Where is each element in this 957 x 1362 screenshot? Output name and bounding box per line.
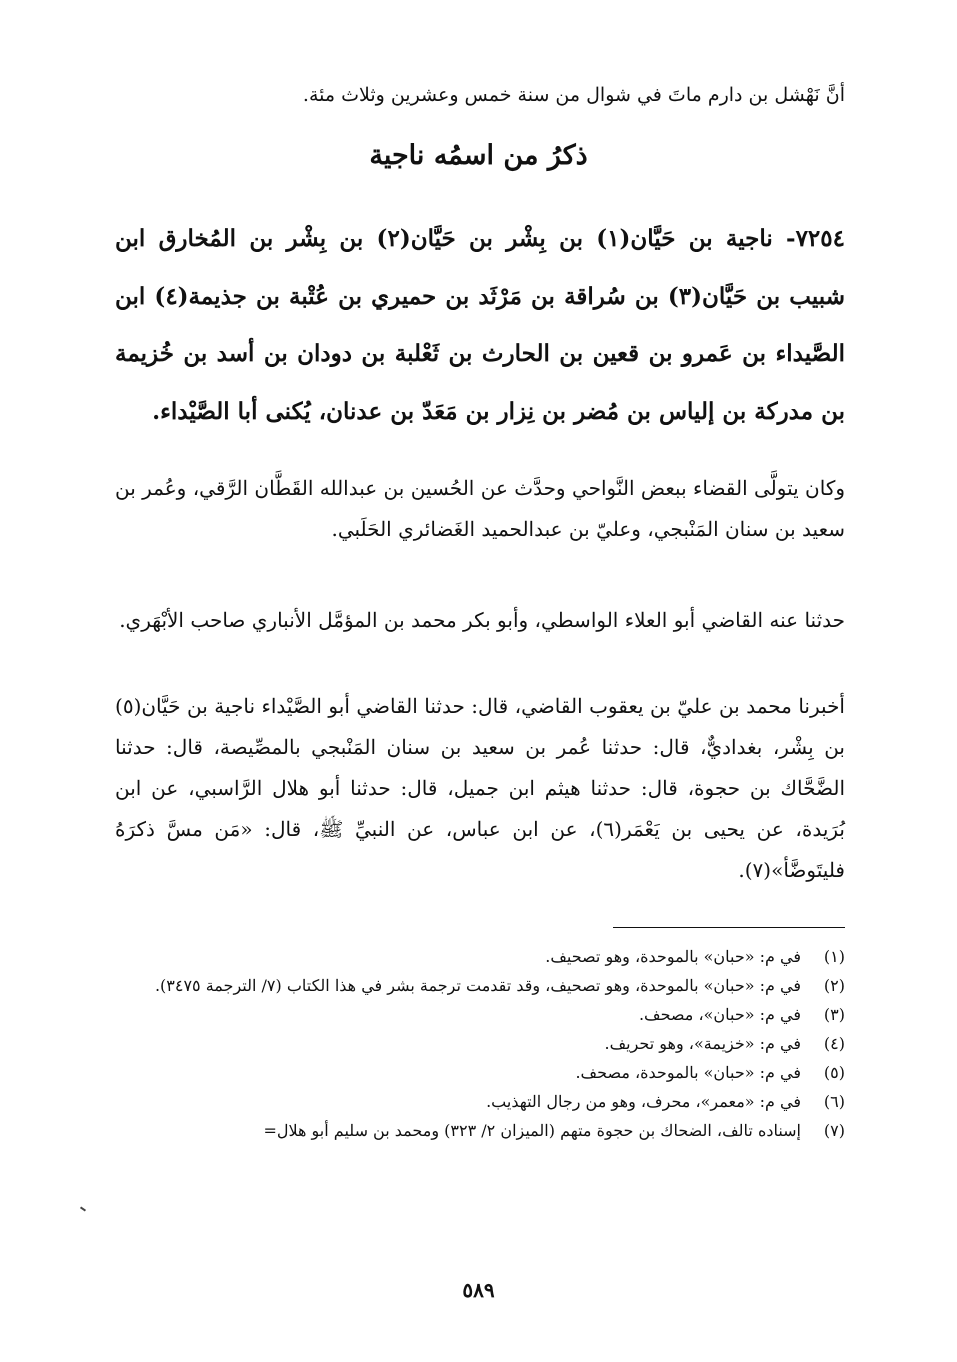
footnote-item [115, 1087, 845, 1116]
footnote-item [115, 942, 845, 971]
footnote-text: في م: «حبان» بالموحدة، وهو تصحيف، وقد تقدمت ترجمة بشر في هذا الكتاب (٧/ الترجمة ٣٤٧٥). [154, 976, 801, 995]
biography-entry: ٧٢٥٤- ناجية بن حَيَّان(١) بن بِشْر بن حَيَّان(٢) بن بِشْر بن المُخارق ابن شبيب بن حَيَّان(٣) بن سُراقة بن مَرْثَد بن حميري بن عُتْبة بن جذيمة(٤) ابن الصَّيداء بن عَمرو بن قعين بن الحارث بن ثَعْلبة بن دودان بن أسد بن خُزيمة بن مدركة بن إلياس بن مُضر بن نِزار بن مَعَدّ بن عدنان، يُكنى أبا الصَّيْداء. [115, 225, 845, 425]
footnote-item [115, 1116, 845, 1145]
footnote-separator [613, 927, 845, 928]
footnote-text: إسناده تالف، الضحاك بن حجوة متهم (الميزان ٢/ ٣٢٣) ومحمد بن سليم أبو هلال= [263, 1121, 801, 1140]
footnote-number: (٢) [823, 976, 845, 995]
footnote-item [115, 1058, 845, 1087]
intro-line: أنَّ نَهْشل بن دارم ماتَ في شوال من سنة خمس وعشرين وثلاث مئة. [302, 84, 845, 106]
footnote-number: (٧) [823, 1121, 845, 1140]
footnote-text: في م: «حبان» بالموحدة، مصحف. [575, 1063, 801, 1082]
footnote-number: (٦) [823, 1092, 845, 1111]
footnote-text: في م: «معمر»، محرف، وهو من رجال التهذيب. [486, 1092, 801, 1111]
paragraph-students: حدثنا عنه القاضي أبو العلاء الواسطي، وأبو بكر محمد بن المؤمَّل الأنباري صاحب الأبْهَري. [119, 608, 845, 632]
section-heading: ذكرُ من اسمُه ناجية [369, 140, 588, 171]
footnote-text: في م: «خزيمة»، وهو تحريف. [604, 1034, 801, 1053]
footnote-item [115, 1029, 845, 1058]
paragraph-hadith: أخبرنا محمد بن عليّ بن يعقوب القاضي، قال: حدثنا القاضي أبو الصَّيْداء ناجية بن حَيَّان(٥) بن بِشْر، بغداديٌّ، قال: حدثنا عُمر بن سعيد بن سنان المَنْبجي بالمصِّيصة، قال: حدثنا الضَّحَّاك بن حجوة، قال: حدثنا هيثم ابن جميل، قال: حدثنا أبو هلال الرَّاسبي، عن ابن بُرَيدة، عن يحيى بن يَعْمَر(٦)، عن ابن عباس، عن النبيِّ ﷺ، قال: «مَن مسَّ ذكرَهُ فليتَوضَّأ»(٧). [115, 694, 845, 882]
footnote-text: في م: «حبان» بالموحدة، وهو تصحيف. [545, 947, 801, 966]
footnote-text: في م: «حبان»، مصحف. [638, 1005, 801, 1024]
footnote-item [115, 971, 845, 1000]
paragraph-teachers: وكان يتولَّى القضاء ببعض النَّواحي وحدَّث عن الحُسين بن عبدالله القَطَّان الرَّقي، وعُمر بن سعيد بن سنان المَنْبجي، وعليّ بن عبدالحميد الغَضائري الحَلَبي. [115, 476, 845, 541]
scan-speck [80, 1206, 86, 1211]
footnote-number: (٥) [823, 1063, 845, 1082]
footnote-number: (٤) [823, 1034, 845, 1053]
footnote-number: (٣) [823, 1005, 845, 1024]
page-number: ٥٨٩ [462, 1278, 495, 1302]
footnote-item [115, 1000, 845, 1029]
footnote-number: (١) [823, 947, 845, 966]
footnotes [115, 942, 845, 1145]
